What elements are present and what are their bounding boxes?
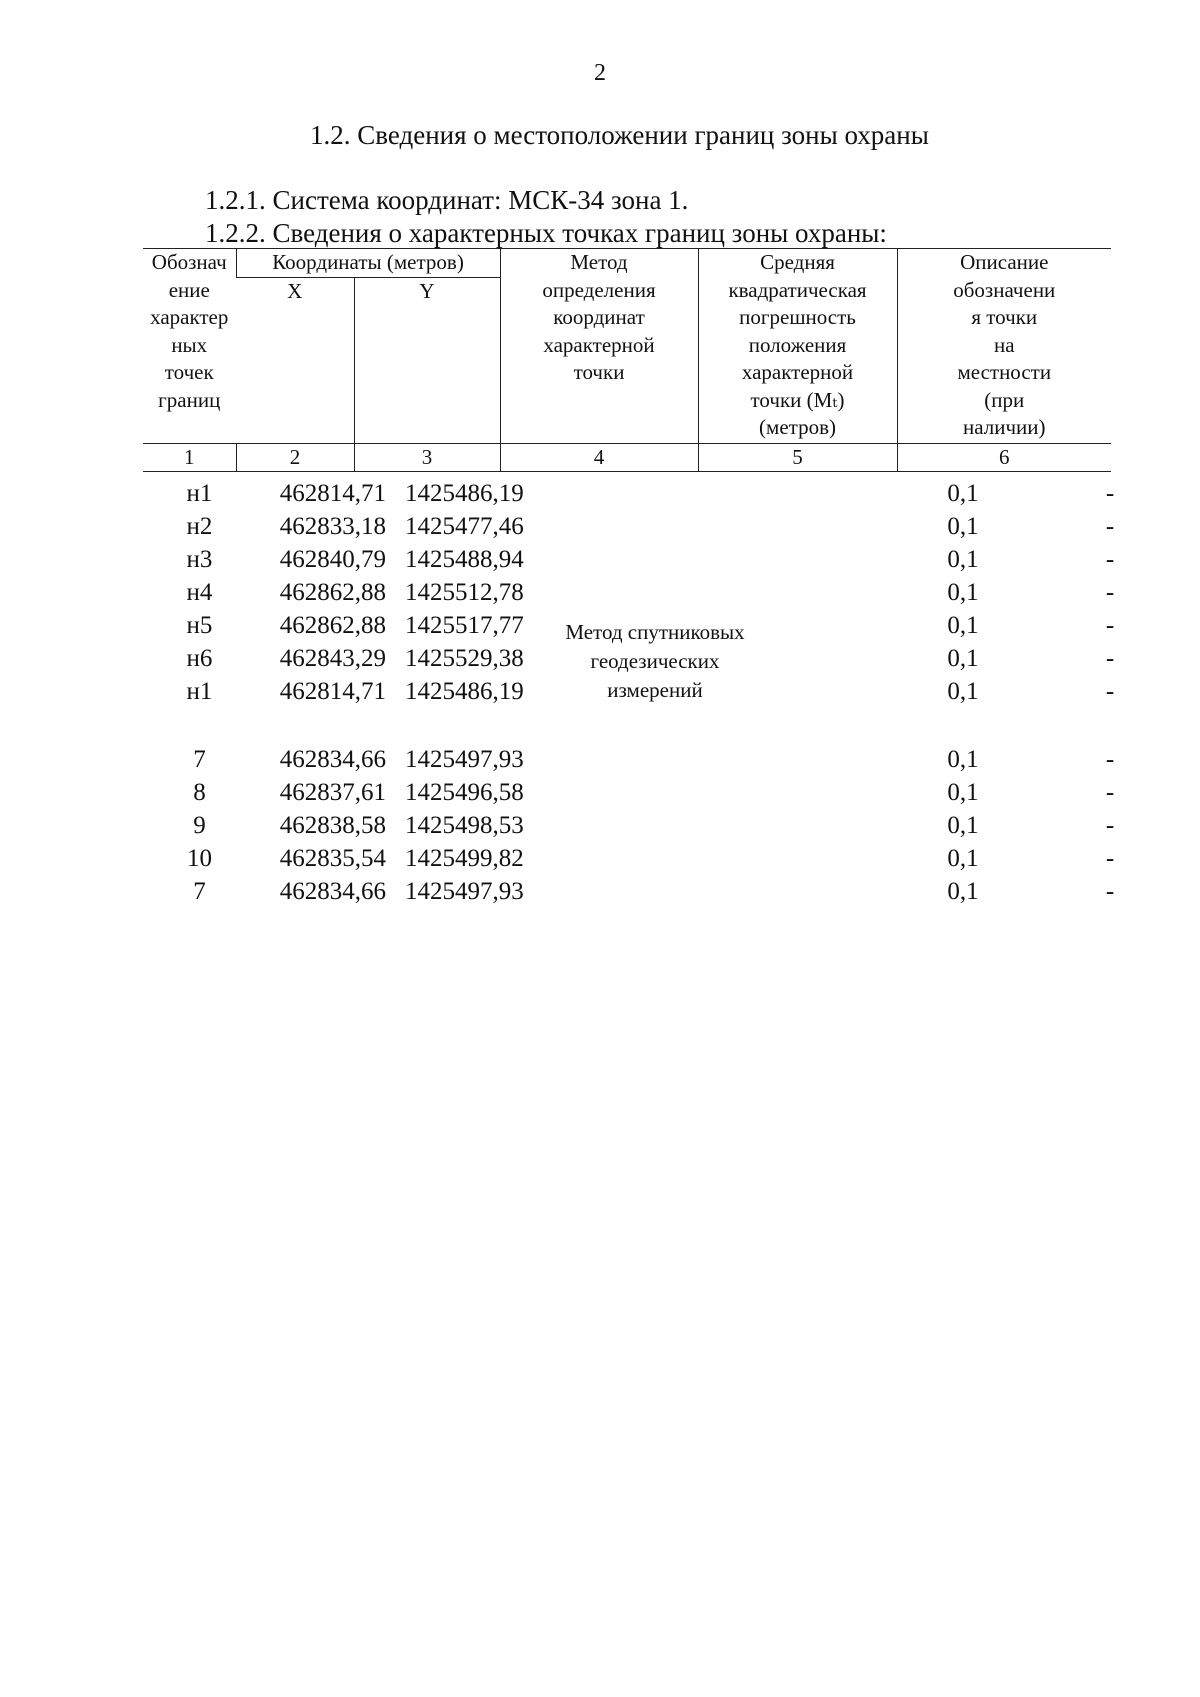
column-number: 2 xyxy=(236,443,354,471)
coord-x: 462814,71 xyxy=(279,678,386,705)
description-value: - xyxy=(1105,579,1115,606)
coord-y: 1425477,46 xyxy=(405,513,524,540)
error-value: 0,1 xyxy=(947,812,979,839)
column-number: 3 xyxy=(354,443,500,471)
header-method xyxy=(500,249,698,444)
column-number: 4 xyxy=(500,443,698,471)
point-id: н5 xyxy=(186,612,213,639)
error-value: 0,1 xyxy=(947,513,979,540)
header-designation xyxy=(143,249,236,444)
coord-x: 462834,66 xyxy=(279,878,386,905)
header-line: я точки xyxy=(971,305,1038,329)
coord-x: 462840,79 xyxy=(279,546,386,573)
description-value: - xyxy=(1105,612,1115,639)
description-value: - xyxy=(1105,678,1115,705)
header-line: характер xyxy=(150,305,229,329)
coord-y: 1425517,77 xyxy=(405,612,524,639)
coord-y: 1425496,58 xyxy=(405,779,524,806)
header-line: квадратическая xyxy=(728,277,867,302)
header-line: погрешность xyxy=(739,305,856,329)
point-id: 9 xyxy=(193,812,206,839)
header-line: на xyxy=(993,332,1015,357)
description-value: - xyxy=(1105,878,1115,905)
header-line: (при xyxy=(984,387,1025,412)
header-line: определения xyxy=(542,277,656,302)
table-row xyxy=(143,875,1115,908)
description-value: - xyxy=(1105,779,1115,806)
table-row xyxy=(143,743,1115,776)
header-line: Средняя xyxy=(760,250,835,274)
description-value: - xyxy=(1105,513,1115,540)
point-id: н1 xyxy=(186,480,213,507)
coord-x: 462833,18 xyxy=(279,513,386,540)
header-line: границ xyxy=(158,387,221,412)
table-row xyxy=(143,477,1115,510)
error-value: 0,1 xyxy=(947,678,979,705)
coord-x: 462843,29 xyxy=(279,645,386,672)
point-id: 7 xyxy=(193,746,206,773)
point-id: н4 xyxy=(186,579,213,606)
coord-x: 462837,61 xyxy=(279,779,386,806)
header-line: (метров) xyxy=(759,415,836,439)
header-coordinates: Координаты (метров) xyxy=(236,249,500,278)
method-line: измерений xyxy=(607,678,703,702)
coord-x: 462814,71 xyxy=(279,480,386,507)
section-title: 1.2. Сведения о местоположении границ зоны охраны xyxy=(310,120,929,150)
coord-x: 462835,54 xyxy=(279,845,386,872)
coord-y: 1425497,93 xyxy=(405,878,524,905)
header-description xyxy=(897,249,1111,444)
error-value: 0,1 xyxy=(947,645,979,672)
header-table xyxy=(143,248,1111,472)
page-number: 2 xyxy=(594,60,606,86)
error-value: 0,1 xyxy=(947,779,979,806)
point-id: н1 xyxy=(186,678,213,705)
point-id: н3 xyxy=(186,546,213,573)
header-line: ение xyxy=(168,277,210,302)
header-line: Метод xyxy=(570,250,628,274)
error-value: 0,1 xyxy=(947,746,979,773)
error-value: 0,1 xyxy=(947,579,979,606)
error-value: 0,1 xyxy=(947,546,979,573)
point-id: 8 xyxy=(193,779,206,806)
coord-y: 1425497,93 xyxy=(405,746,524,773)
header-line: характерной xyxy=(543,332,655,357)
description-value: - xyxy=(1105,480,1115,507)
coord-x: 462838,58 xyxy=(279,812,386,839)
description-value: - xyxy=(1105,812,1115,839)
table-header xyxy=(143,248,1111,472)
error-value: 0,1 xyxy=(947,612,979,639)
header-error xyxy=(698,249,897,444)
coord-x: 462862,88 xyxy=(279,579,386,606)
coord-x: 462862,88 xyxy=(279,612,386,639)
coord-y: 1425512,78 xyxy=(405,579,524,606)
column-number: 1 xyxy=(143,443,236,471)
table-row xyxy=(143,809,1115,842)
table-row xyxy=(143,543,1115,576)
point-id: 10 xyxy=(187,845,212,872)
error-value: 0,1 xyxy=(947,480,979,507)
coord-y: 1425529,38 xyxy=(405,645,524,672)
header-y: Y xyxy=(354,277,500,443)
description-value: - xyxy=(1105,746,1115,773)
description-value: - xyxy=(1105,645,1115,672)
coord-y: 1425486,19 xyxy=(405,678,524,705)
header-line: ных xyxy=(171,332,208,357)
point-id: н6 xyxy=(186,645,213,672)
method-line: геодезических xyxy=(590,649,720,673)
coord-y: 1425488,94 xyxy=(405,546,524,573)
error-value: 0,1 xyxy=(947,878,979,905)
point-id: н2 xyxy=(186,513,213,540)
header-line: местности xyxy=(957,360,1052,384)
coordinate-system-line: 1.2.1. Система координат: МСК-34 зона 1. xyxy=(205,185,689,215)
coord-y: 1425499,82 xyxy=(405,845,524,872)
header-line: точки (Mₜ) xyxy=(750,387,845,412)
table-row xyxy=(143,576,1115,609)
header-line: характерной xyxy=(741,360,854,384)
header-x: X xyxy=(287,278,303,303)
method-value xyxy=(545,618,765,705)
column-number: 6 xyxy=(897,443,1111,471)
header-line: обозначени xyxy=(953,277,1056,302)
header-line: Описание xyxy=(960,250,1049,274)
header-line: положения xyxy=(748,332,847,357)
header-line: наличии) xyxy=(963,415,1046,439)
coord-y: 1425498,53 xyxy=(405,812,524,839)
method-line: Метод спутниковых xyxy=(565,620,745,644)
header-line: точки xyxy=(573,360,625,384)
header-line: Обознач xyxy=(151,250,227,274)
description-value: - xyxy=(1105,845,1115,872)
table-row xyxy=(143,776,1115,809)
table-row xyxy=(143,510,1115,543)
header-line: координат xyxy=(553,305,645,329)
error-value: 0,1 xyxy=(947,845,979,872)
table-row xyxy=(143,842,1115,875)
points-title-line: 1.2.2. Сведения о характерных точках границ зоны охраны: xyxy=(205,218,887,248)
point-id: 7 xyxy=(193,878,206,905)
column-number: 5 xyxy=(698,443,897,471)
coord-y: 1425486,19 xyxy=(405,480,524,507)
coord-x: 462834,66 xyxy=(279,746,386,773)
description-value: - xyxy=(1105,546,1115,573)
header-line: точек xyxy=(164,360,214,384)
